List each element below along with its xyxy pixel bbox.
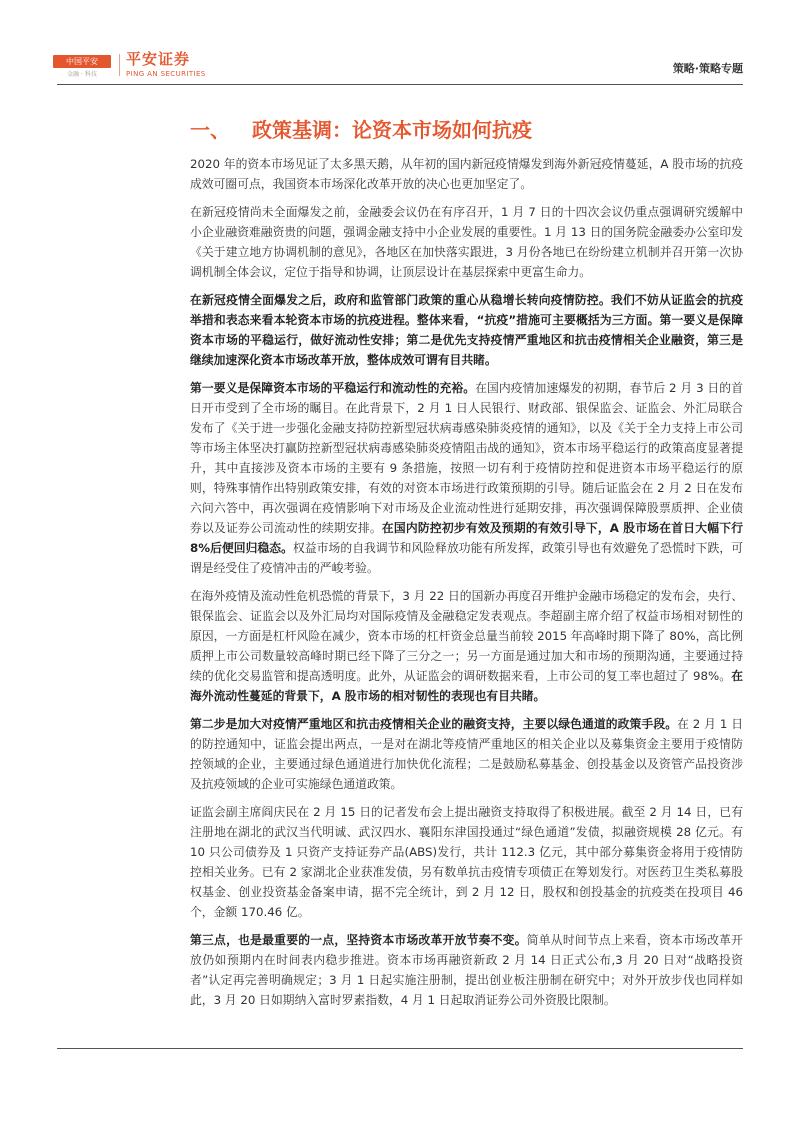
paragraph [190,202,743,282]
paragraph-bold-run: 在新冠疫情全面爆发之后，政府和监管部门政策的重心从稳增长转向疫情防控。我们不妨从证监会的抗疫举措和表态来看本轮资本市场的抗疫进程。整体来看，“抗疫”措施可主要概括为三方面。第一要义是保障资本市场的平稳运行，做好流动性安排；第二是优先支持疫情严重地区和抗击疫情相关企业融资，第三是继续加速深化资本市场改革开放，整体成效可谓有目共睹。 [190,293,743,367]
section-heading: 政策基调：论资本市场如何抗疫 [252,118,532,142]
footer-rule [57,1048,743,1049]
paragraph [190,930,743,1010]
section-title [190,114,532,143]
paragraph-bold-run: 在国内防控初步有效及预期的有效引导下，A 股市场在首日大幅下行 8%后便回归稳态。 [190,521,743,555]
paragraph-run: 在新冠疫情尚未全面爆发之前，金融委会议仍在有序召开，1 月 7 日的十四次会议仍重点强调研究缓解中小企业融资难融资贵的问题，强调金融支持中小企业发展的重要性。1 月 13 日的国务院金融委办公室印发《关于建立地方协调机制的意见》，各地区在加快落实跟进，3 月份各地已在纷纷建立机制并召开第一次协调机制全体会议，定位于指导和协调，让顶层设计在基层探索中更富生命力。 [190,205,743,279]
paragraph-run: 在 2 月 1 日的防控通知中，证监会提出两点，一是对在湖北等疫情严重地区的相关企业以及募集资金主要用于疫情防控领域的企业，主要通过绿色通道进行加快优化流程；二是鼓励私募基金、创投基金以及资管产品投资涉及抗疫领域的企业可实施绿色通道政策。 [190,717,743,791]
paragraph [190,378,743,578]
body-text [190,154,743,1018]
paragraph-run: 在国内疫情加速爆发的初期，春节后 2 月 3 日的首日开市受到了全市场的瞩目。在此背景下，2 月 1 日人民银行、财政部、银保监会、证监会、外汇局联合发布了《关于进一步强化金融支持防控新型冠状病毒感染肺炎疫情的通知》，以及《关于全力支持上市公司等市场主体坚决打赢防控新型冠状病毒感染肺炎疫情阻击战的通知》，资本市场平稳运行的政策高度显著提升，其中直接涉及资本市场的主要有 9 条措施，按照一切有利于疫情防控和促进资本市场平稳运行的原则，特殊事情作出特别政策安排，有效的对资本市场进行政策预期的引导。随后证监会在 2 月 2 日在发布六问六答中，再次强调在疫情影响下对市场及企业流动性进行延期安排，再次强调保障股票质押、企业债券以及证券公司流动性的续期安排。 [190,381,743,535]
paragraph-run: 2020 年的资本市场见证了太多黑天鹅，从年初的国内新冠疫情爆发到海外新冠疫情蔓延，A 股市场的抗疫成效可圈可点，我国资本市场深化改革开放的决心也更加坚定了。 [190,157,743,191]
brand-name-cn: 平安证券 [126,50,191,68]
paragraph-bold-run: 在海外流动性蔓延的背景下，A 股市场的相对韧性的表现也有目共睹。 [190,669,743,703]
report-category: 策略·策略专题 [672,62,743,75]
paragraph-bold-run: 第一要义是保障资本市场的平稳运行和流动性的充裕。 [190,381,476,395]
paragraph [190,290,743,370]
paragraph [190,802,743,922]
paragraph-bold-run: 第三点，也是最重要的一点，坚持资本市场改革开放节奏不变。 [190,933,527,947]
brand-name-en: PING AN SECURITIES [126,70,206,78]
paragraph-bold-run: 第二步是加大对疫情严重地区和抗击疫情相关企业的融资支持，主要以绿色通道的政策手段。 [190,717,678,731]
logo-divider [119,54,120,76]
pingan-group-logo-subtext: 金融 · 科技 [67,71,97,78]
paragraph [190,154,743,194]
paragraph-run: 权益市场的自我调节和风险释放功能有所发挥，政策引导也有效避免了恐慌时下跌，可谓是经受住了疫情冲击的严峻考验。 [190,541,743,575]
pingan-group-logo [53,55,111,77]
section-number: 一、 [190,118,230,142]
page-header [0,0,800,92]
paragraph-run: 证监会副主席阎庆民在 2 月 15 日的记者发布会上提出融资支持取得了积极进展。截至 2 月 14 日，已有注册地在湖北的武汉当代明诚、武汉四水、襄阳东津国投通过“绿色通道”发债，拟融资规模 28 亿元。有 10 只公司债券及 1 只资产支持证券产品(ABS)发行，共计 112.3 亿元，其中部分募集资金将用于疫情防控相关业务。已有 2 家湖北企业获准发债，另有数单抗击疫情专项债正在筹划发行。对医药卫生类私募股权基金、创业投资基金备案申请，据不完全统计，到 2 月 12 日，股权和创投基金的抗疫类在投项目 46 个，金额 170.46 亿。 [190,805,743,919]
header-rule [57,84,743,85]
paragraph-run: 简单从时间节点上来看，资本市场改革开放仍如预期内在时间表内稳步推进。资本市场再融资新政 2 月 14 日正式公布,3 月 20 日对“战略投资者”认定再完善明确规定；3 月 1 日起实施注册制，提出创业板注册制在研究中；对外开放步伐也同样如此，3 月 20 日如期纳入富时罗素指数，4 月 1 日起取消证券公司外资股比限制。 [190,933,743,1007]
paragraph-run: 在海外疫情及流动性危机恐慌的背景下，3 月 22 日的国新办再度召开维护金融市场稳定的发布会，央行、银保监会、证监会以及外汇局均对国际疫情及金融稳定发表观点。李超副主席介绍了权益市场相对韧性的原因，一方面是杠杆风险在减少，资本市场的杠杆资金总量当前较 2015 年高峰时期下降了 80%，高比例质押上市公司数量较高峰时期已经下降了三分之一；另一方面是通过加大和市场的预期沟通，主要通过持续的优化交易监管和提高透明度。此外，从证监会的调研数据来看，上市公司的复工率也超过了 98%。 [190,589,743,683]
pingan-securities-logo [126,51,206,78]
pingan-group-logo-text: 中国平安 [53,55,111,68]
paragraph [190,586,743,706]
paragraph [190,714,743,794]
